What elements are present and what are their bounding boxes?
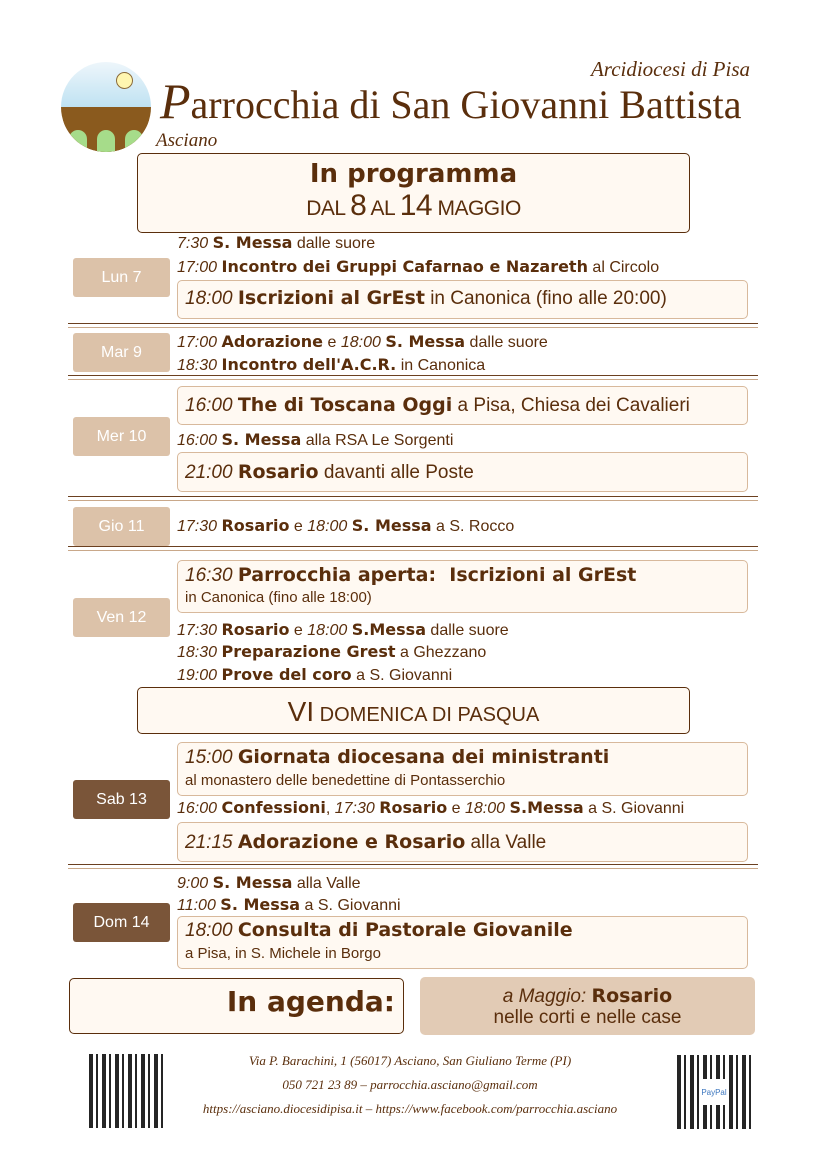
divider <box>68 864 758 869</box>
event-line <box>185 945 381 962</box>
event-detail: dalle suore <box>425 622 509 639</box>
event-title: S.Messa <box>509 798 584 817</box>
event-title: S. Messa <box>212 233 293 252</box>
day-label: Ven 12 <box>73 598 170 637</box>
event-detail: a Pisa, in S. Michele in Borgo <box>185 945 381 962</box>
event-title: Preparazione Grest <box>221 642 396 661</box>
agenda-title: In agenda: <box>226 985 395 1018</box>
event-time: 17:00 <box>177 259 222 276</box>
footer-contact[interactable]: 050 721 23 89 – parrocchia.asciano@gmail.com <box>282 1077 538 1092</box>
event-detail: a S. Giovanni <box>583 800 685 817</box>
event-time: 18:00 <box>307 622 352 639</box>
divider <box>68 323 758 328</box>
agenda-detail: nelle corti e nelle case <box>493 1007 682 1028</box>
event-detail: e <box>447 800 465 817</box>
event-detail: dalle suore <box>292 235 376 252</box>
event-detail: a S. Rocco <box>431 518 515 535</box>
event-time: 17:30 <box>334 800 380 817</box>
event-time: 7:30 <box>177 235 213 252</box>
event-time: 17:30 <box>177 622 222 639</box>
event-detail: alla Valle <box>465 832 547 853</box>
event-line <box>185 919 573 942</box>
event-title: Parrocchia aperta: Iscrizioni al GrEst <box>237 564 637 586</box>
event-line <box>185 831 546 854</box>
event-detail: alla Valle <box>292 875 361 892</box>
program-dates <box>138 189 689 223</box>
event-title: S. Messa <box>220 895 301 914</box>
event-detail: Chiesa dei Cavalieri <box>520 395 690 416</box>
agenda-box <box>69 978 404 1034</box>
agenda-month: a Maggio: <box>502 986 587 1007</box>
event-detail: e <box>289 518 308 535</box>
event-time: 17:00 <box>177 334 222 351</box>
day-label: Lun 7 <box>73 258 170 297</box>
event-time: 16:00 <box>185 395 238 416</box>
event-title: S.Messa <box>351 620 426 639</box>
event-line <box>177 257 659 277</box>
event-time: 18:00 <box>340 334 386 351</box>
event-title: Incontro dei Gruppi Cafarnao e Nazareth <box>221 257 588 276</box>
event-detail: (fino alle 20:00) <box>535 288 667 309</box>
event-detail: alla RSA Le Sorgenti <box>301 432 454 449</box>
event-line <box>177 355 485 375</box>
event-title: S. Messa <box>351 516 432 535</box>
event-time: 18:00 <box>465 800 510 817</box>
title-initial: P <box>160 73 191 129</box>
event-detail: in Canonica <box>396 357 486 374</box>
sunday-banner <box>137 687 690 734</box>
event-time: 17:30 <box>177 518 222 535</box>
day-label: Sab 13 <box>73 780 170 819</box>
event-time: 18:00 <box>185 288 238 309</box>
event-detail: e <box>289 622 308 639</box>
event-time: 18:00 <box>185 920 238 941</box>
event-line <box>177 642 486 662</box>
sunday-numeral: VI <box>287 696 315 727</box>
footer-websites[interactable]: https://asciano.diocesidipisa.it – https://www.facebook.com/parrocchia.asciano <box>202 1101 618 1116</box>
dal: DAL <box>306 197 345 220</box>
program-title: In programma <box>309 159 518 189</box>
event-line <box>177 620 509 640</box>
event-line <box>185 564 636 587</box>
divider <box>68 546 758 551</box>
event-title: Rosario <box>221 620 290 639</box>
event-title: S. Messa <box>385 332 466 351</box>
day-label: Gio 11 <box>73 507 170 546</box>
divider <box>68 496 758 501</box>
program-banner <box>137 153 690 233</box>
event-detail: a Ghezzano <box>395 644 487 661</box>
event-title: Rosario <box>237 461 319 483</box>
event-line <box>177 895 401 915</box>
event-detail: in Canonica (fino alle 18:00) <box>185 589 372 606</box>
event-title: Consulta di Pastorale Giovanile <box>237 919 573 941</box>
date-from: 8 <box>350 189 367 222</box>
event-time: 19:00 <box>177 667 222 684</box>
paypal-logo: PayPal <box>699 1079 729 1105</box>
event-time: 21:15 <box>185 832 238 853</box>
month: MAGGIO <box>437 197 521 220</box>
parish-logo <box>61 62 151 152</box>
event-title: Prove del coro <box>221 665 352 684</box>
event-line <box>177 233 375 253</box>
agenda-event: Rosario <box>591 985 673 1007</box>
event-detail: davanti alle Poste <box>318 462 474 483</box>
event-line <box>177 430 453 450</box>
event-line <box>177 516 514 536</box>
event-line <box>185 589 372 606</box>
event-time: 21:00 <box>185 462 238 483</box>
event-time: 16:30 <box>185 565 238 586</box>
parish-title <box>160 72 742 130</box>
event-title: S. Messa <box>221 430 302 449</box>
event-detail: al monastero delle benedettine di Pontasserchio <box>185 772 506 789</box>
event-line <box>185 287 667 310</box>
event-title: Giornata diocesana dei ministranti <box>237 746 610 768</box>
event-time: 16:00 <box>177 800 222 817</box>
agenda-event-box <box>420 977 755 1035</box>
event-title: Adorazione e Rosario <box>237 831 466 853</box>
event-title: Confessioni <box>221 798 326 817</box>
event-title: Rosario <box>379 798 448 817</box>
event-line <box>185 394 690 417</box>
event-time: 15:00 <box>185 747 238 768</box>
event-line <box>185 461 474 484</box>
event-line <box>177 332 548 352</box>
event-line <box>185 772 505 789</box>
event-title: The di Toscana Oggi <box>237 394 453 416</box>
event-title: S. Messa <box>212 873 293 892</box>
event-line <box>177 798 684 818</box>
event-detail: in Canonica <box>424 288 536 309</box>
town-label: Asciano <box>156 130 218 151</box>
event-time: 18:00 <box>307 518 352 535</box>
title-rest: arrocchia di San Giovanni Battista <box>190 82 742 127</box>
date-to: 14 <box>399 189 433 222</box>
archdiocese-label: Arcidiocesi di Pisa <box>590 57 750 81</box>
event-title: Incontro dell'A.C.R. <box>221 355 397 374</box>
event-detail: a S. Giovanni <box>351 667 453 684</box>
event-title: Rosario <box>221 516 290 535</box>
event-detail: a Pisa, <box>452 395 521 416</box>
footer-address: Via P. Barachini, 1 (56017) Asciano, San Giuliano Terme (PI) <box>248 1053 572 1068</box>
event-line <box>177 873 361 893</box>
event-detail: a S. Giovanni <box>300 897 401 914</box>
divider <box>68 375 758 380</box>
event-time: 9:00 <box>177 875 213 892</box>
event-line <box>177 665 452 685</box>
event-detail: dalle suore <box>465 334 548 351</box>
event-time: 18:30 <box>177 357 222 374</box>
sunday-text: DOMENICA DI PASQUA <box>319 704 540 726</box>
event-time: 11:00 <box>177 897 221 914</box>
day-label: Dom 14 <box>73 903 170 942</box>
paypal-qr-code <box>677 1055 751 1129</box>
event-time: 18:30 <box>177 644 222 661</box>
event-detail: e <box>323 334 341 351</box>
event-title: Adorazione <box>221 332 324 351</box>
al: AL <box>370 197 395 220</box>
event-time: 16:00 <box>177 432 222 449</box>
event-title: Iscrizioni al GrEst <box>237 287 425 309</box>
event-detail: al Circolo <box>587 259 660 276</box>
day-label: Mer 10 <box>73 417 170 456</box>
day-label: Mar 9 <box>73 333 170 372</box>
event-line <box>185 746 609 769</box>
event-detail: , <box>325 800 335 817</box>
